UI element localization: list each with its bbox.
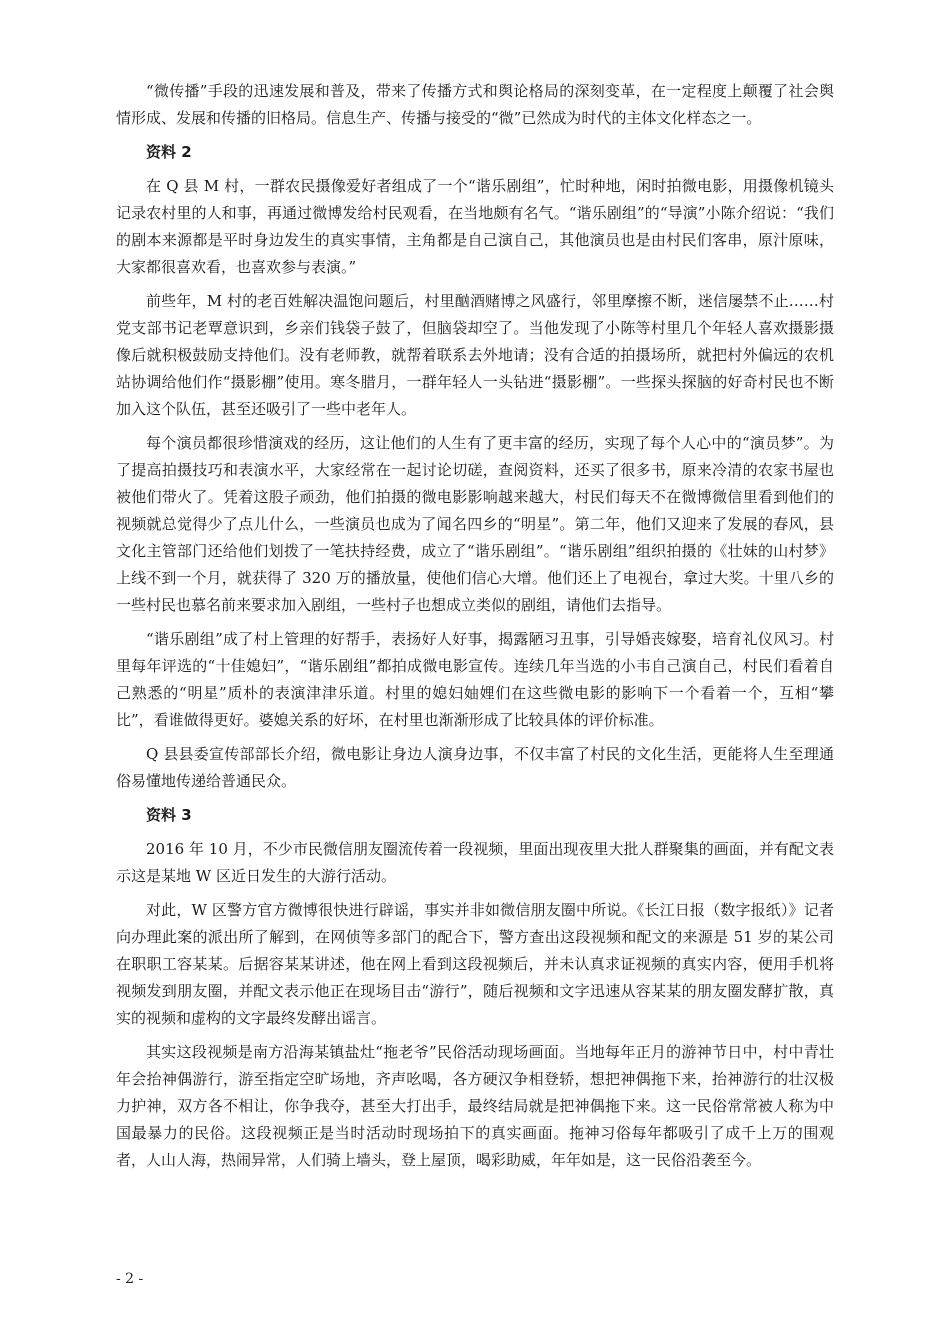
page-number: - 2 - <box>116 1271 144 1287</box>
paragraph: 在 Q 县 M 村，一群农民摄像爱好者组成了一个“谐乐剧组”，忙时种地，闲时拍微电影，用摄像机镜头记录农村里的人和事，再通过微博发给村民观看，在当地颇有名气。“谐乐剧组”的“导演”小陈介绍说：“我们的剧本来源都是平时身边发生的真实事情，主角都是自己演自己，其他演员也是由村民们客串，原汁原味，大家都很喜欢看，也喜欢参与表演。” <box>116 177 834 276</box>
section-heading-material-2: 资料 2 <box>146 143 192 161</box>
paragraph: “谐乐剧组”成了村上管理的好帮手，表扬好人好事，揭露陋习丑事，引导婚丧嫁娶，培育礼仪风习。村里每年评选的“十佳媳妇”，“谐乐剧组”都拍成微电影宣传。连续几年当选的小韦自己演自己，村民们看着自己熟悉的“明星”质朴的表演津津乐道。村里的媳妇妯娌们在这些微电影的影响下一个看着一个，互相“攀比”，看谁做得更好。婆媳关系的好坏，在村里也渐渐形成了比较具体的评价标准。 <box>116 630 834 729</box>
section-heading-material-3: 资料 3 <box>146 806 192 824</box>
paragraph: 2016 年 10 月，不少市民微信朋友圈流传着一段视频，里面出现夜里大批人群聚集的画面，并有配文表示这是某地 W 区近日发生的大游行活动。 <box>116 840 834 885</box>
paragraph-intro: “微传播”手段的迅速发展和普及，带来了传播方式和舆论格局的深刻变革，在一定程度上颠覆了社会舆情形成、发展和传播的旧格局。信息生产、传播与接受的“微”已然成为时代的主体文化样态之一。 <box>116 82 834 127</box>
paragraph: Q 县县委宣传部部长介绍，微电影让身边人演身边事，不仅丰富了村民的文化生活，更能将人生至理通俗易懂地传递给普通民众。 <box>116 745 834 790</box>
paragraph: 前些年，M 村的老百姓解决温饱问题后，村里酗酒赌博之风盛行，邻里摩擦不断，迷信屡禁不止……村党支部书记老覃意识到，乡亲们钱袋子鼓了，但脑袋却空了。当他发现了小陈等村里几个年轻人喜欢摄影摄像后就积极鼓励支持他们。没有老师教，就帮着联系去外地请；没有合适的拍摄场所，就把村外偏远的农机站协调给他们作“摄影棚”使用。寒冬腊月，一群年轻人一头钻进“摄影棚”。一些探头探脑的好奇村民也不断加入这个队伍，甚至还吸引了一些中老年人。 <box>116 292 834 418</box>
document-body <box>116 78 834 1181</box>
paragraph: 其实这段视频是南方沿海某镇盐灶“拖老爷”民俗活动现场画面。当地每年正月的游神节日中，村中青壮年会抬神偶游行，游至指定空旷场地，齐声吆喝，各方硬汉争相登轿，想把神偶拖下来，抬神游行的壮汉极力护神，双方各不相让，你争我夺，甚至大打出手，最终结局就是把神偶拖下来。这一民俗常常被人称为中国最暴力的民俗。这段视频正是当时活动时现场拍下的真实画面。拖神习俗每年都吸引了成千上万的围观者，人山人海，热闹异常，人们骑上墙头，登上屋顶，喝彩助威，年年如是，这一民俗沿袭至今。 <box>116 1043 834 1169</box>
paragraph: 每个演员都很珍惜演戏的经历，这让他们的人生有了更丰富的经历，实现了每个人心中的“演员梦”。为了提高拍摄技巧和表演水平，大家经常在一起讨论切磋，查阅资料，还买了很多书，原来冷清的农家书屋也被他们带火了。凭着这股子顽劲，他们拍摄的微电影影响越来越大，村民们每天不在微博微信里看到他们的视频就总觉得少了点儿什么，一些演员也成为了闻名四乡的“明星”。第二年，他们又迎来了发展的春风，县文化主管部门还给他们划拨了一笔扶持经费，成立了“谐乐剧组”。“谐乐剧组”组织拍摄的《壮妹的山村梦》上线不到一个月，就获得了 320 万的播放量，使他们信心大增。他们还上了电视台，拿过大奖。十里八乡的一些村民也慕名前来要求加入剧组，一些村子也想成立类似的剧组，请他们去指导。 <box>116 434 834 614</box>
paragraph: 对此，W 区警方官方微博很快进行辟谣，事实并非如微信朋友圈中所说。《长江日报（数字报纸）》记者向办理此案的派出所了解到，在网侦等多部门的配合下，警方查出这段视频和配文的来源是 51 岁的某公司在职职工容某某。后据容某某讲述，他在网上看到这段视频后，并未认真求证视频的真实内容，便用手机将视频发到朋友圈，并配文表示他正在现场目击“游行”，随后视频和文字迅速从容某某的朋友圈发酵扩散，真实的视频和虚构的文字最终发酵出谣言。 <box>116 901 834 1027</box>
